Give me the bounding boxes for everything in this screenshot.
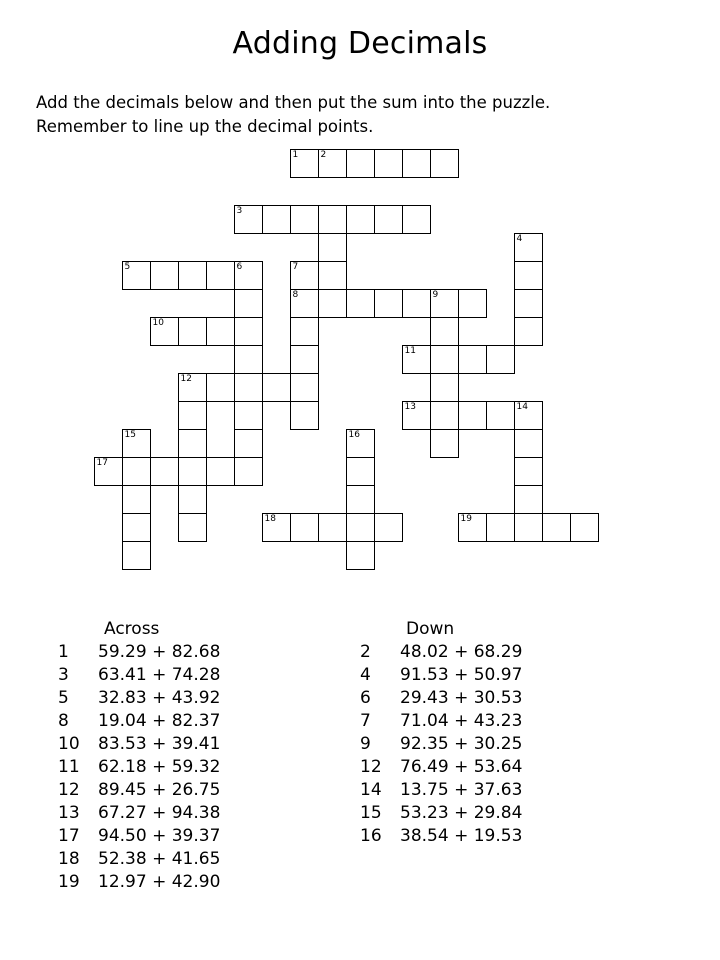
instructions-text: Add the decimals below and then put the sum into the puzzle. Remember to line up the decimal points.: [36, 93, 551, 136]
clue-text: 29.43 + 30.53: [400, 687, 523, 708]
grid-cell[interactable]: [430, 149, 459, 178]
across-clues-column: [58, 619, 220, 894]
clue-item: [58, 756, 220, 779]
clue-text: 19.04 + 82.37: [98, 710, 221, 731]
cell-number: 1: [292, 149, 299, 160]
grid-cell-numbered[interactable]: [318, 149, 347, 178]
grid-cell[interactable]: [178, 457, 207, 486]
cell-number: 11: [404, 345, 416, 356]
grid-cell[interactable]: [206, 261, 235, 290]
clue-number: 15: [360, 802, 382, 823]
grid-cell-numbered[interactable]: [262, 513, 291, 542]
grid-cell[interactable]: [346, 289, 375, 318]
clue-number: 13: [58, 802, 80, 823]
clue-text: 12.97 + 42.90: [98, 871, 221, 892]
clue-item: [360, 756, 522, 779]
grid-cell-numbered[interactable]: [178, 373, 207, 402]
clue-text: 59.29 + 82.68: [98, 641, 221, 662]
clue-item: [58, 710, 220, 733]
cell-number: 9: [432, 289, 439, 300]
grid-cell[interactable]: [346, 457, 375, 486]
clue-number: 14: [360, 779, 382, 800]
clue-number: 2: [360, 641, 371, 662]
grid-cell[interactable]: [486, 513, 515, 542]
grid-cell[interactable]: [514, 317, 543, 346]
grid-cell[interactable]: [234, 317, 263, 346]
clue-number: 10: [58, 733, 80, 754]
clue-number: 18: [58, 848, 80, 869]
clue-text: 62.18 + 59.32: [98, 756, 221, 777]
clue-number: 8: [58, 710, 69, 731]
clue-item: [360, 710, 522, 733]
clue-number: 5: [58, 687, 69, 708]
page-title: Adding Decimals: [232, 26, 488, 61]
cell-number: 17: [96, 457, 108, 468]
clue-text: 91.53 + 50.97: [400, 664, 523, 685]
grid-cell[interactable]: [458, 289, 487, 318]
grid-cell[interactable]: [122, 513, 151, 542]
cell-number: 13: [404, 401, 416, 412]
clue-text: 94.50 + 39.37: [98, 825, 221, 846]
grid-cell[interactable]: [486, 401, 515, 430]
cell-number: 2: [320, 149, 327, 160]
grid-cell[interactable]: [234, 429, 263, 458]
clue-text: 83.53 + 39.41: [98, 733, 221, 754]
clue-item: [360, 687, 522, 710]
clue-text: 67.27 + 94.38: [98, 802, 221, 823]
grid-cell[interactable]: [346, 485, 375, 514]
grid-cell[interactable]: [206, 373, 235, 402]
grid-cell[interactable]: [206, 457, 235, 486]
clue-item: [58, 871, 220, 894]
grid-cell-numbered[interactable]: [430, 289, 459, 318]
clue-item: [360, 664, 522, 687]
grid-cell[interactable]: [262, 205, 291, 234]
grid-cell-numbered[interactable]: [234, 261, 263, 290]
grid-cell[interactable]: [430, 373, 459, 402]
grid-cell-numbered[interactable]: [514, 233, 543, 262]
clue-number: 7: [360, 710, 371, 731]
grid-cell[interactable]: [290, 401, 319, 430]
grid-cell[interactable]: [374, 149, 403, 178]
clue-text: 48.02 + 68.29: [400, 641, 523, 662]
cell-number: 5: [124, 261, 131, 272]
grid-cell-numbered[interactable]: [290, 261, 319, 290]
grid-cell[interactable]: [178, 513, 207, 542]
clue-number: 12: [58, 779, 80, 800]
clue-item: [58, 848, 220, 871]
cell-number: 4: [516, 233, 523, 244]
grid-cell[interactable]: [234, 373, 263, 402]
grid-cell[interactable]: [430, 429, 459, 458]
grid-cell[interactable]: [402, 149, 431, 178]
clue-number: 12: [360, 756, 382, 777]
grid-cell[interactable]: [178, 317, 207, 346]
grid-cell[interactable]: [122, 457, 151, 486]
clue-item: [58, 825, 220, 848]
grid-cell[interactable]: [458, 401, 487, 430]
down-clue-list: [360, 641, 522, 848]
grid-cell[interactable]: [318, 289, 347, 318]
clue-number: 19: [58, 871, 80, 892]
cell-number: 14: [516, 401, 528, 412]
clue-text: 71.04 + 43.23: [400, 710, 523, 731]
clue-text: 52.38 + 41.65: [98, 848, 221, 869]
grid-cell[interactable]: [374, 513, 403, 542]
grid-cell[interactable]: [122, 485, 151, 514]
crossword-grid: [0, 147, 720, 617]
grid-cell[interactable]: [346, 513, 375, 542]
grid-cell-numbered[interactable]: [122, 429, 151, 458]
grid-cell[interactable]: [542, 513, 571, 542]
grid-cell[interactable]: [346, 149, 375, 178]
cell-number: 10: [152, 317, 164, 328]
clue-text: 32.83 + 43.92: [98, 687, 221, 708]
clue-number: 6: [360, 687, 371, 708]
grid-cell-numbered[interactable]: [290, 289, 319, 318]
grid-cell[interactable]: [234, 401, 263, 430]
clue-number: 3: [58, 664, 69, 685]
clue-number: 1: [58, 641, 69, 662]
grid-cell[interactable]: [514, 289, 543, 318]
grid-cell[interactable]: [290, 513, 319, 542]
grid-cell[interactable]: [318, 205, 347, 234]
grid-cell[interactable]: [402, 205, 431, 234]
cell-number: 18: [264, 513, 276, 524]
clue-item: [58, 687, 220, 710]
grid-cell[interactable]: [318, 513, 347, 542]
grid-cell[interactable]: [374, 289, 403, 318]
clue-item: [58, 733, 220, 756]
clue-text: 92.35 + 30.25: [400, 733, 523, 754]
grid-cell[interactable]: [514, 429, 543, 458]
clue-item: [58, 641, 220, 664]
clue-number: 16: [360, 825, 382, 846]
grid-cell-numbered[interactable]: [346, 429, 375, 458]
grid-cell[interactable]: [262, 373, 291, 402]
cell-number: 3: [236, 205, 243, 216]
across-heading: Across: [104, 618, 160, 639]
cell-number: 6: [236, 261, 243, 272]
grid-cell[interactable]: [178, 429, 207, 458]
clue-number: 17: [58, 825, 80, 846]
grid-cell-numbered[interactable]: [150, 317, 179, 346]
clue-text: 53.23 + 29.84: [400, 802, 523, 823]
grid-cell-numbered[interactable]: [290, 149, 319, 178]
grid-cell[interactable]: [290, 317, 319, 346]
clue-text: 63.41 + 74.28: [98, 664, 221, 685]
clue-item: [360, 825, 522, 848]
clue-number: 4: [360, 664, 371, 685]
grid-cell[interactable]: [374, 205, 403, 234]
clue-item: [58, 802, 220, 825]
cell-number: 8: [292, 289, 299, 300]
grid-cell[interactable]: [150, 457, 179, 486]
grid-cell[interactable]: [430, 317, 459, 346]
grid-cell[interactable]: [570, 513, 599, 542]
clue-item: [360, 641, 522, 664]
grid-cell[interactable]: [150, 261, 179, 290]
grid-cell-numbered[interactable]: [402, 345, 431, 374]
clue-text: 76.49 + 53.64: [400, 756, 523, 777]
grid-cell[interactable]: [178, 401, 207, 430]
across-clue-list: [58, 641, 220, 894]
clue-number: 11: [58, 756, 80, 777]
grid-cell[interactable]: [346, 205, 375, 234]
cell-number: 15: [124, 429, 136, 440]
grid-cell[interactable]: [430, 345, 459, 374]
clue-item: [360, 779, 522, 802]
grid-cell[interactable]: [290, 345, 319, 374]
grid-cell[interactable]: [318, 233, 347, 262]
cell-number: 19: [460, 513, 472, 524]
grid-cell[interactable]: [234, 345, 263, 374]
grid-cell-numbered[interactable]: [402, 401, 431, 430]
grid-cell[interactable]: [234, 457, 263, 486]
grid-cell[interactable]: [318, 261, 347, 290]
clue-text: 38.54 + 19.53: [400, 825, 523, 846]
grid-cell[interactable]: [122, 541, 151, 570]
grid-cell[interactable]: [178, 485, 207, 514]
grid-cell[interactable]: [514, 513, 543, 542]
down-heading: Down: [406, 618, 455, 639]
grid-cell[interactable]: [290, 205, 319, 234]
clue-text: 13.75 + 37.63: [400, 779, 523, 800]
grid-cell[interactable]: [402, 289, 431, 318]
grid-cell[interactable]: [346, 541, 375, 570]
clue-number: 9: [360, 733, 371, 754]
grid-cell-numbered[interactable]: [458, 513, 487, 542]
grid-cell[interactable]: [514, 261, 543, 290]
grid-cell[interactable]: [290, 373, 319, 402]
clue-text: 89.45 + 26.75: [98, 779, 221, 800]
grid-cell[interactable]: [514, 485, 543, 514]
clue-item: [58, 779, 220, 802]
grid-cell-numbered[interactable]: [234, 205, 263, 234]
cell-number: 16: [348, 429, 360, 440]
grid-cell-numbered[interactable]: [122, 261, 151, 290]
grid-cell-numbered[interactable]: [514, 401, 543, 430]
grid-cell[interactable]: [234, 289, 263, 318]
down-clues-column: [360, 619, 522, 848]
grid-cell-numbered[interactable]: [94, 457, 123, 486]
clue-item: [360, 802, 522, 825]
cell-number: 12: [180, 373, 192, 384]
grid-cell[interactable]: [458, 345, 487, 374]
grid-cell[interactable]: [178, 261, 207, 290]
grid-cell[interactable]: [430, 401, 459, 430]
cell-number: 7: [292, 261, 299, 272]
grid-cell[interactable]: [514, 457, 543, 486]
grid-cell[interactable]: [486, 345, 515, 374]
clue-item: [360, 733, 522, 756]
grid-cell[interactable]: [206, 317, 235, 346]
clue-item: [58, 664, 220, 687]
